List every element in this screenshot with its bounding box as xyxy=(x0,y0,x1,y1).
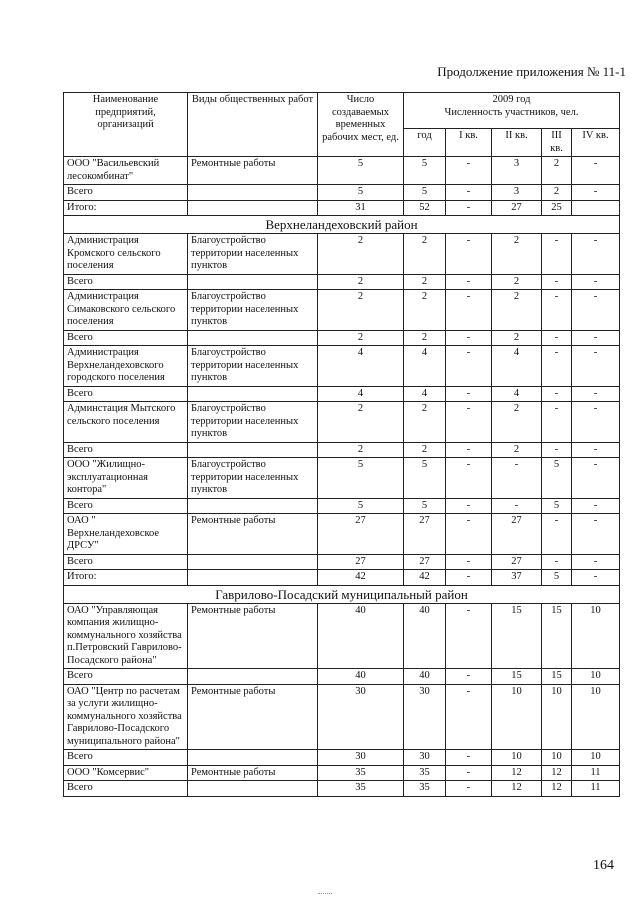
cell-g: 2 xyxy=(404,330,446,346)
cell-q4: - xyxy=(572,514,620,555)
public-works-table xyxy=(63,92,620,797)
cell-jobs: 4 xyxy=(318,346,404,387)
cell-q3: 15 xyxy=(542,603,572,669)
cell-q3: 2 xyxy=(542,185,572,201)
cell-q4: - xyxy=(572,274,620,290)
table-row xyxy=(64,200,620,216)
table-row xyxy=(64,274,620,290)
cell-g: 2 xyxy=(404,442,446,458)
appendix-caption: Продолжение приложения № 11-1 xyxy=(437,64,626,79)
cell-q1: - xyxy=(446,402,492,443)
cell-org: Всего xyxy=(64,442,188,458)
cell-jobs: 2 xyxy=(318,402,404,443)
cell-g: 5 xyxy=(404,458,446,499)
header-q1: I кв. xyxy=(446,129,492,157)
cell-q2: 37 xyxy=(492,570,542,586)
cell-q1: - xyxy=(446,603,492,669)
cell-q2: 2 xyxy=(492,330,542,346)
table-row xyxy=(64,402,620,443)
cell-jobs: 2 xyxy=(318,290,404,331)
table-row xyxy=(64,330,620,346)
cell-org: Администрация Кромского сельского поселения xyxy=(64,234,188,275)
cell-jobs: 2 xyxy=(318,274,404,290)
cell-q1: - xyxy=(446,274,492,290)
header-q4: IV кв. xyxy=(572,129,620,157)
cell-q1: - xyxy=(446,458,492,499)
table-row xyxy=(64,234,620,275)
cell-q4: - xyxy=(572,330,620,346)
cell-jobs: 40 xyxy=(318,669,404,685)
cell-q1: - xyxy=(446,684,492,750)
cell-q3: - xyxy=(542,346,572,387)
cell-work xyxy=(188,669,318,685)
table-row xyxy=(64,346,620,387)
cell-q1: - xyxy=(446,386,492,402)
cell-jobs: 5 xyxy=(318,458,404,499)
table-row xyxy=(64,498,620,514)
cell-q3: 10 xyxy=(542,750,572,766)
table-row xyxy=(64,684,620,750)
cell-q1: - xyxy=(446,554,492,570)
cell-jobs: 5 xyxy=(318,185,404,201)
section-row xyxy=(64,216,620,234)
table-row xyxy=(64,781,620,797)
cell-q3: 15 xyxy=(542,669,572,685)
cell-org: Всего xyxy=(64,498,188,514)
cell-jobs: 31 xyxy=(318,200,404,216)
cell-org: Администрация Верхнеландеховского городского поселения xyxy=(64,346,188,387)
table-body xyxy=(64,157,620,797)
cell-org: Всего xyxy=(64,274,188,290)
cell-jobs: 2 xyxy=(318,330,404,346)
cell-org: Всего xyxy=(64,386,188,402)
cell-q4: 11 xyxy=(572,781,620,797)
cell-jobs: 27 xyxy=(318,554,404,570)
cell-q3: - xyxy=(542,234,572,275)
cell-q2: 4 xyxy=(492,386,542,402)
cell-work xyxy=(188,750,318,766)
cell-work: Благоустройство территории населенных пунктов xyxy=(188,346,318,387)
cell-q4: - xyxy=(572,346,620,387)
cell-g: 2 xyxy=(404,274,446,290)
cell-q4: - xyxy=(572,234,620,275)
cell-jobs: 2 xyxy=(318,234,404,275)
cell-g: 30 xyxy=(404,684,446,750)
cell-q3: 12 xyxy=(542,781,572,797)
header-q2: II кв. xyxy=(492,129,542,157)
cell-q4: - xyxy=(572,442,620,458)
header-year-total: год xyxy=(404,129,446,157)
cell-jobs: 30 xyxy=(318,684,404,750)
cell-q2: - xyxy=(492,458,542,499)
cell-jobs: 5 xyxy=(318,498,404,514)
cell-q2: 12 xyxy=(492,781,542,797)
cell-work: Благоустройство территории населенных пунктов xyxy=(188,458,318,499)
cell-q1: - xyxy=(446,200,492,216)
cell-q4: - xyxy=(572,570,620,586)
cell-q2: 2 xyxy=(492,274,542,290)
cell-q1: - xyxy=(446,290,492,331)
cell-org: Всего xyxy=(64,554,188,570)
cell-work: Ремонтные работы xyxy=(188,157,318,185)
cell-q4: - xyxy=(572,458,620,499)
table-row xyxy=(64,442,620,458)
cell-q1: - xyxy=(446,346,492,387)
cell-q2: - xyxy=(492,498,542,514)
cell-q2: 10 xyxy=(492,750,542,766)
cell-work: Ремонтные работы xyxy=(188,765,318,781)
cell-q3: 25 xyxy=(542,200,572,216)
table-row xyxy=(64,157,620,185)
cell-q2: 15 xyxy=(492,603,542,669)
cell-q1: - xyxy=(446,234,492,275)
cell-org: Админстация Мытского сельского поселения xyxy=(64,402,188,443)
table-row xyxy=(64,458,620,499)
cell-jobs: 5 xyxy=(318,157,404,185)
cell-q4: - xyxy=(572,498,620,514)
table-row xyxy=(64,765,620,781)
scan-mark xyxy=(318,893,332,894)
section-title: Верхнеландеховский район xyxy=(64,216,620,234)
cell-work xyxy=(188,330,318,346)
cell-org: ОАО "Центр по расчетам за услуги жилищно-коммунального хозяйства Гаврилово-Посадского муниципального района" xyxy=(64,684,188,750)
cell-q1: - xyxy=(446,669,492,685)
cell-q2: 2 xyxy=(492,402,542,443)
cell-work xyxy=(188,274,318,290)
cell-q2: 15 xyxy=(492,669,542,685)
cell-jobs: 35 xyxy=(318,781,404,797)
cell-work: Ремонтные работы xyxy=(188,684,318,750)
cell-work xyxy=(188,442,318,458)
table-row xyxy=(64,669,620,685)
cell-g: 35 xyxy=(404,765,446,781)
cell-q4: 10 xyxy=(572,603,620,669)
cell-g: 2 xyxy=(404,290,446,331)
cell-g: 5 xyxy=(404,498,446,514)
cell-q3: 5 xyxy=(542,498,572,514)
header-year-label: 2009 год xyxy=(492,94,531,105)
cell-org: Итого: xyxy=(64,570,188,586)
cell-work: Ремонтные работы xyxy=(188,603,318,669)
cell-org: ООО "Жилищно-эксплуатационная контора" xyxy=(64,458,188,499)
cell-org: ОАО "Управляющая компания жилищно-коммунального хозяйства п.Петровский Гаврилово-Посадского района" xyxy=(64,603,188,669)
cell-jobs: 27 xyxy=(318,514,404,555)
cell-work xyxy=(188,498,318,514)
cell-org: Всего xyxy=(64,185,188,201)
cell-org: Всего xyxy=(64,669,188,685)
table-row xyxy=(64,570,620,586)
cell-g: 2 xyxy=(404,402,446,443)
cell-q4: - xyxy=(572,554,620,570)
cell-q3: 2 xyxy=(542,157,572,185)
cell-q1: - xyxy=(446,570,492,586)
cell-q1: - xyxy=(446,442,492,458)
cell-work: Благоустройство территории населенных пунктов xyxy=(188,290,318,331)
cell-q4: - xyxy=(572,185,620,201)
cell-org: ООО "Васильевский лесокомбинат" xyxy=(64,157,188,185)
cell-jobs: 30 xyxy=(318,750,404,766)
cell-q1: - xyxy=(446,765,492,781)
cell-q2: 27 xyxy=(492,514,542,555)
table-row xyxy=(64,386,620,402)
cell-q1: - xyxy=(446,750,492,766)
cell-jobs: 35 xyxy=(318,765,404,781)
cell-q1: - xyxy=(446,781,492,797)
header-org: Наименование предприятий, организаций xyxy=(64,93,188,157)
cell-jobs: 40 xyxy=(318,603,404,669)
cell-q3: 5 xyxy=(542,458,572,499)
cell-q3: 12 xyxy=(542,765,572,781)
cell-q4: 10 xyxy=(572,750,620,766)
cell-q4: 10 xyxy=(572,684,620,750)
cell-q3: - xyxy=(542,554,572,570)
table-row xyxy=(64,514,620,555)
cell-q3: - xyxy=(542,442,572,458)
cell-q4: - xyxy=(572,386,620,402)
cell-org: ОАО " Верхнеландеховское ДРСУ" xyxy=(64,514,188,555)
cell-q4: - xyxy=(572,402,620,443)
cell-q1: - xyxy=(446,157,492,185)
cell-org: Администрация Симаковского сельского поселения xyxy=(64,290,188,331)
cell-q4 xyxy=(572,200,620,216)
cell-g: 40 xyxy=(404,603,446,669)
cell-work xyxy=(188,200,318,216)
header-participants: Численность участников, чел. xyxy=(444,106,579,118)
cell-q2: 2 xyxy=(492,442,542,458)
cell-g: 30 xyxy=(404,750,446,766)
cell-g: 5 xyxy=(404,157,446,185)
cell-q2: 12 xyxy=(492,765,542,781)
table-row xyxy=(64,290,620,331)
cell-g: 35 xyxy=(404,781,446,797)
page-number: 164 xyxy=(593,858,614,873)
cell-q3: - xyxy=(542,274,572,290)
cell-q2: 27 xyxy=(492,200,542,216)
cell-org: Всего xyxy=(64,330,188,346)
cell-work: Благоустройство территории населенных пунктов xyxy=(188,234,318,275)
cell-g: 4 xyxy=(404,386,446,402)
cell-q2: 4 xyxy=(492,346,542,387)
cell-org: Итого: xyxy=(64,200,188,216)
section-row xyxy=(64,585,620,603)
cell-q1: - xyxy=(446,185,492,201)
cell-work xyxy=(188,570,318,586)
table-row xyxy=(64,185,620,201)
cell-q4: - xyxy=(572,290,620,331)
header-q3: III кв. xyxy=(542,129,572,157)
cell-q3: - xyxy=(542,402,572,443)
table-row xyxy=(64,554,620,570)
cell-g: 5 xyxy=(404,185,446,201)
cell-q2: 2 xyxy=(492,234,542,275)
cell-q3: - xyxy=(542,330,572,346)
cell-q3: - xyxy=(542,290,572,331)
cell-q2: 10 xyxy=(492,684,542,750)
cell-g: 40 xyxy=(404,669,446,685)
table-row xyxy=(64,750,620,766)
cell-g: 27 xyxy=(404,554,446,570)
cell-q2: 3 xyxy=(492,185,542,201)
cell-q2: 3 xyxy=(492,157,542,185)
cell-work xyxy=(188,781,318,797)
cell-q3: - xyxy=(542,514,572,555)
cell-q2: 2 xyxy=(492,290,542,331)
cell-jobs: 4 xyxy=(318,386,404,402)
header-year xyxy=(404,93,620,129)
cell-q4: 10 xyxy=(572,669,620,685)
cell-q3: 5 xyxy=(542,570,572,586)
cell-q4: - xyxy=(572,157,620,185)
cell-g: 27 xyxy=(404,514,446,555)
cell-g: 42 xyxy=(404,570,446,586)
cell-work xyxy=(188,185,318,201)
cell-q1: - xyxy=(446,498,492,514)
header-jobs: Число создаваемых временных рабочих мест, ед. xyxy=(318,93,404,157)
table-row xyxy=(64,603,620,669)
cell-q1: - xyxy=(446,330,492,346)
cell-q1: - xyxy=(446,514,492,555)
cell-work xyxy=(188,554,318,570)
cell-q4: 11 xyxy=(572,765,620,781)
section-title: Гаврилово-Посадский муниципальный район xyxy=(64,585,620,603)
cell-g: 52 xyxy=(404,200,446,216)
cell-q3: 10 xyxy=(542,684,572,750)
header-work: Виды общественных работ xyxy=(188,93,318,157)
cell-g: 2 xyxy=(404,234,446,275)
cell-work: Ремонтные работы xyxy=(188,514,318,555)
cell-jobs: 42 xyxy=(318,570,404,586)
cell-work: Благоустройство территории населенных пунктов xyxy=(188,402,318,443)
cell-org: Всего xyxy=(64,781,188,797)
cell-org: ООО "Комсервис" xyxy=(64,765,188,781)
cell-q3: - xyxy=(542,386,572,402)
cell-g: 4 xyxy=(404,346,446,387)
cell-q2: 27 xyxy=(492,554,542,570)
cell-org: Всего xyxy=(64,750,188,766)
cell-work xyxy=(188,386,318,402)
cell-jobs: 2 xyxy=(318,442,404,458)
